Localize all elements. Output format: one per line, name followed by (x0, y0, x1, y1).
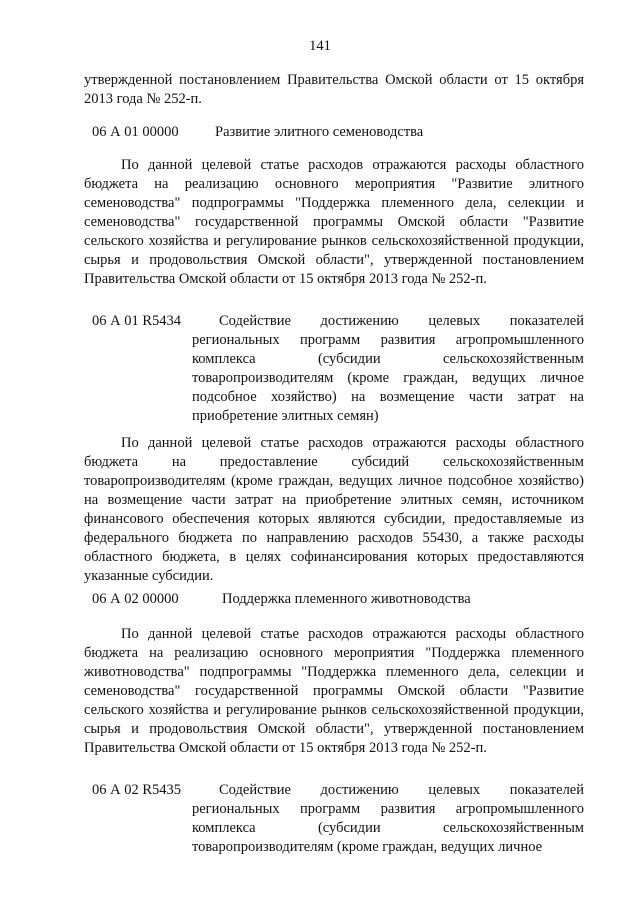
section-title: Развитие элитного семеноводства (215, 124, 424, 140)
section-code-r5434: 06 А 01 R5434 (92, 313, 182, 329)
section-body-r5434: По данной целевой статье расходов отражаются расходы областного бюджета на предоставление субсидий сельскохозяйственным товаропроизводителям (кроме граждан, ведущих личное подсобное хозяйство) на возмещение части затрат на приобретение элитных семян, источником финансового обеспечения которых являются субсидии, предоставляемые из федерального бюджета по направлению расходов 55430, а также расходы областного бюджета, в целях софинансирования которых предоставляются указанные субсидии. (84, 435, 584, 584)
section-title-r5434: Содействие достижению целевых показателей региональных программ развития агропромышленного комплекса (субсидии сельскохозяйственным товаропроизводителям (кроме граждан, ведущих личное подсобное хозяйство) на возмещение части затрат на приобретение элитных семян) (192, 313, 584, 424)
section-code-r5435: 06 А 02 R5435 (92, 782, 182, 798)
section-title-r5435: Содействие достижению целевых показателей региональных программ развития агропромышленного комплекса (субсидии сельскохозяйственным товаропроизводителям (кроме граждан, ведущих личное (192, 782, 584, 855)
section-body-elite-seeds: По данной целевой статье расходов отражаются расходы областного бюджета на реализацию основного мероприятия "Развитие элитного семеноводства" подпрограммы "Поддержка племенного дела, селекции и семеноводства" государственной программы Омской области "Развитие сельского хозяйства и регулирование рынков сельскохозяйственной продукции, сырья и продовольствия Омской области", утвержденной постановлением Правительства Омской области от 15 октября 2013 года № 252-п. (84, 157, 584, 287)
page-number: 141 (309, 38, 331, 54)
section-code: 06 А 01 00000 (92, 124, 179, 140)
intro-paragraph: утвержденной постановлением Правительства Омской области от 15 октября 2013 года № 252-п. (84, 72, 584, 107)
section-code: 06 А 02 00000 (92, 591, 179, 607)
section-body-breeding: По данной целевой статье расходов отражаются расходы областного бюджета на реализацию основного мероприятия "Поддержка племенного животноводства" подпрограммы "Поддержка племенного дела, селекции и семеноводства" государственной программы Омской области "Развитие сельского хозяйства и регулирование рынков сельскохозяйственной продукции, сырья и продовольствия Омской области", утвержденной постановлением Правительства Омской области от 15 октября 2013 года № 252-п. (84, 626, 584, 756)
section-title: Поддержка племенного животноводства (222, 591, 471, 607)
